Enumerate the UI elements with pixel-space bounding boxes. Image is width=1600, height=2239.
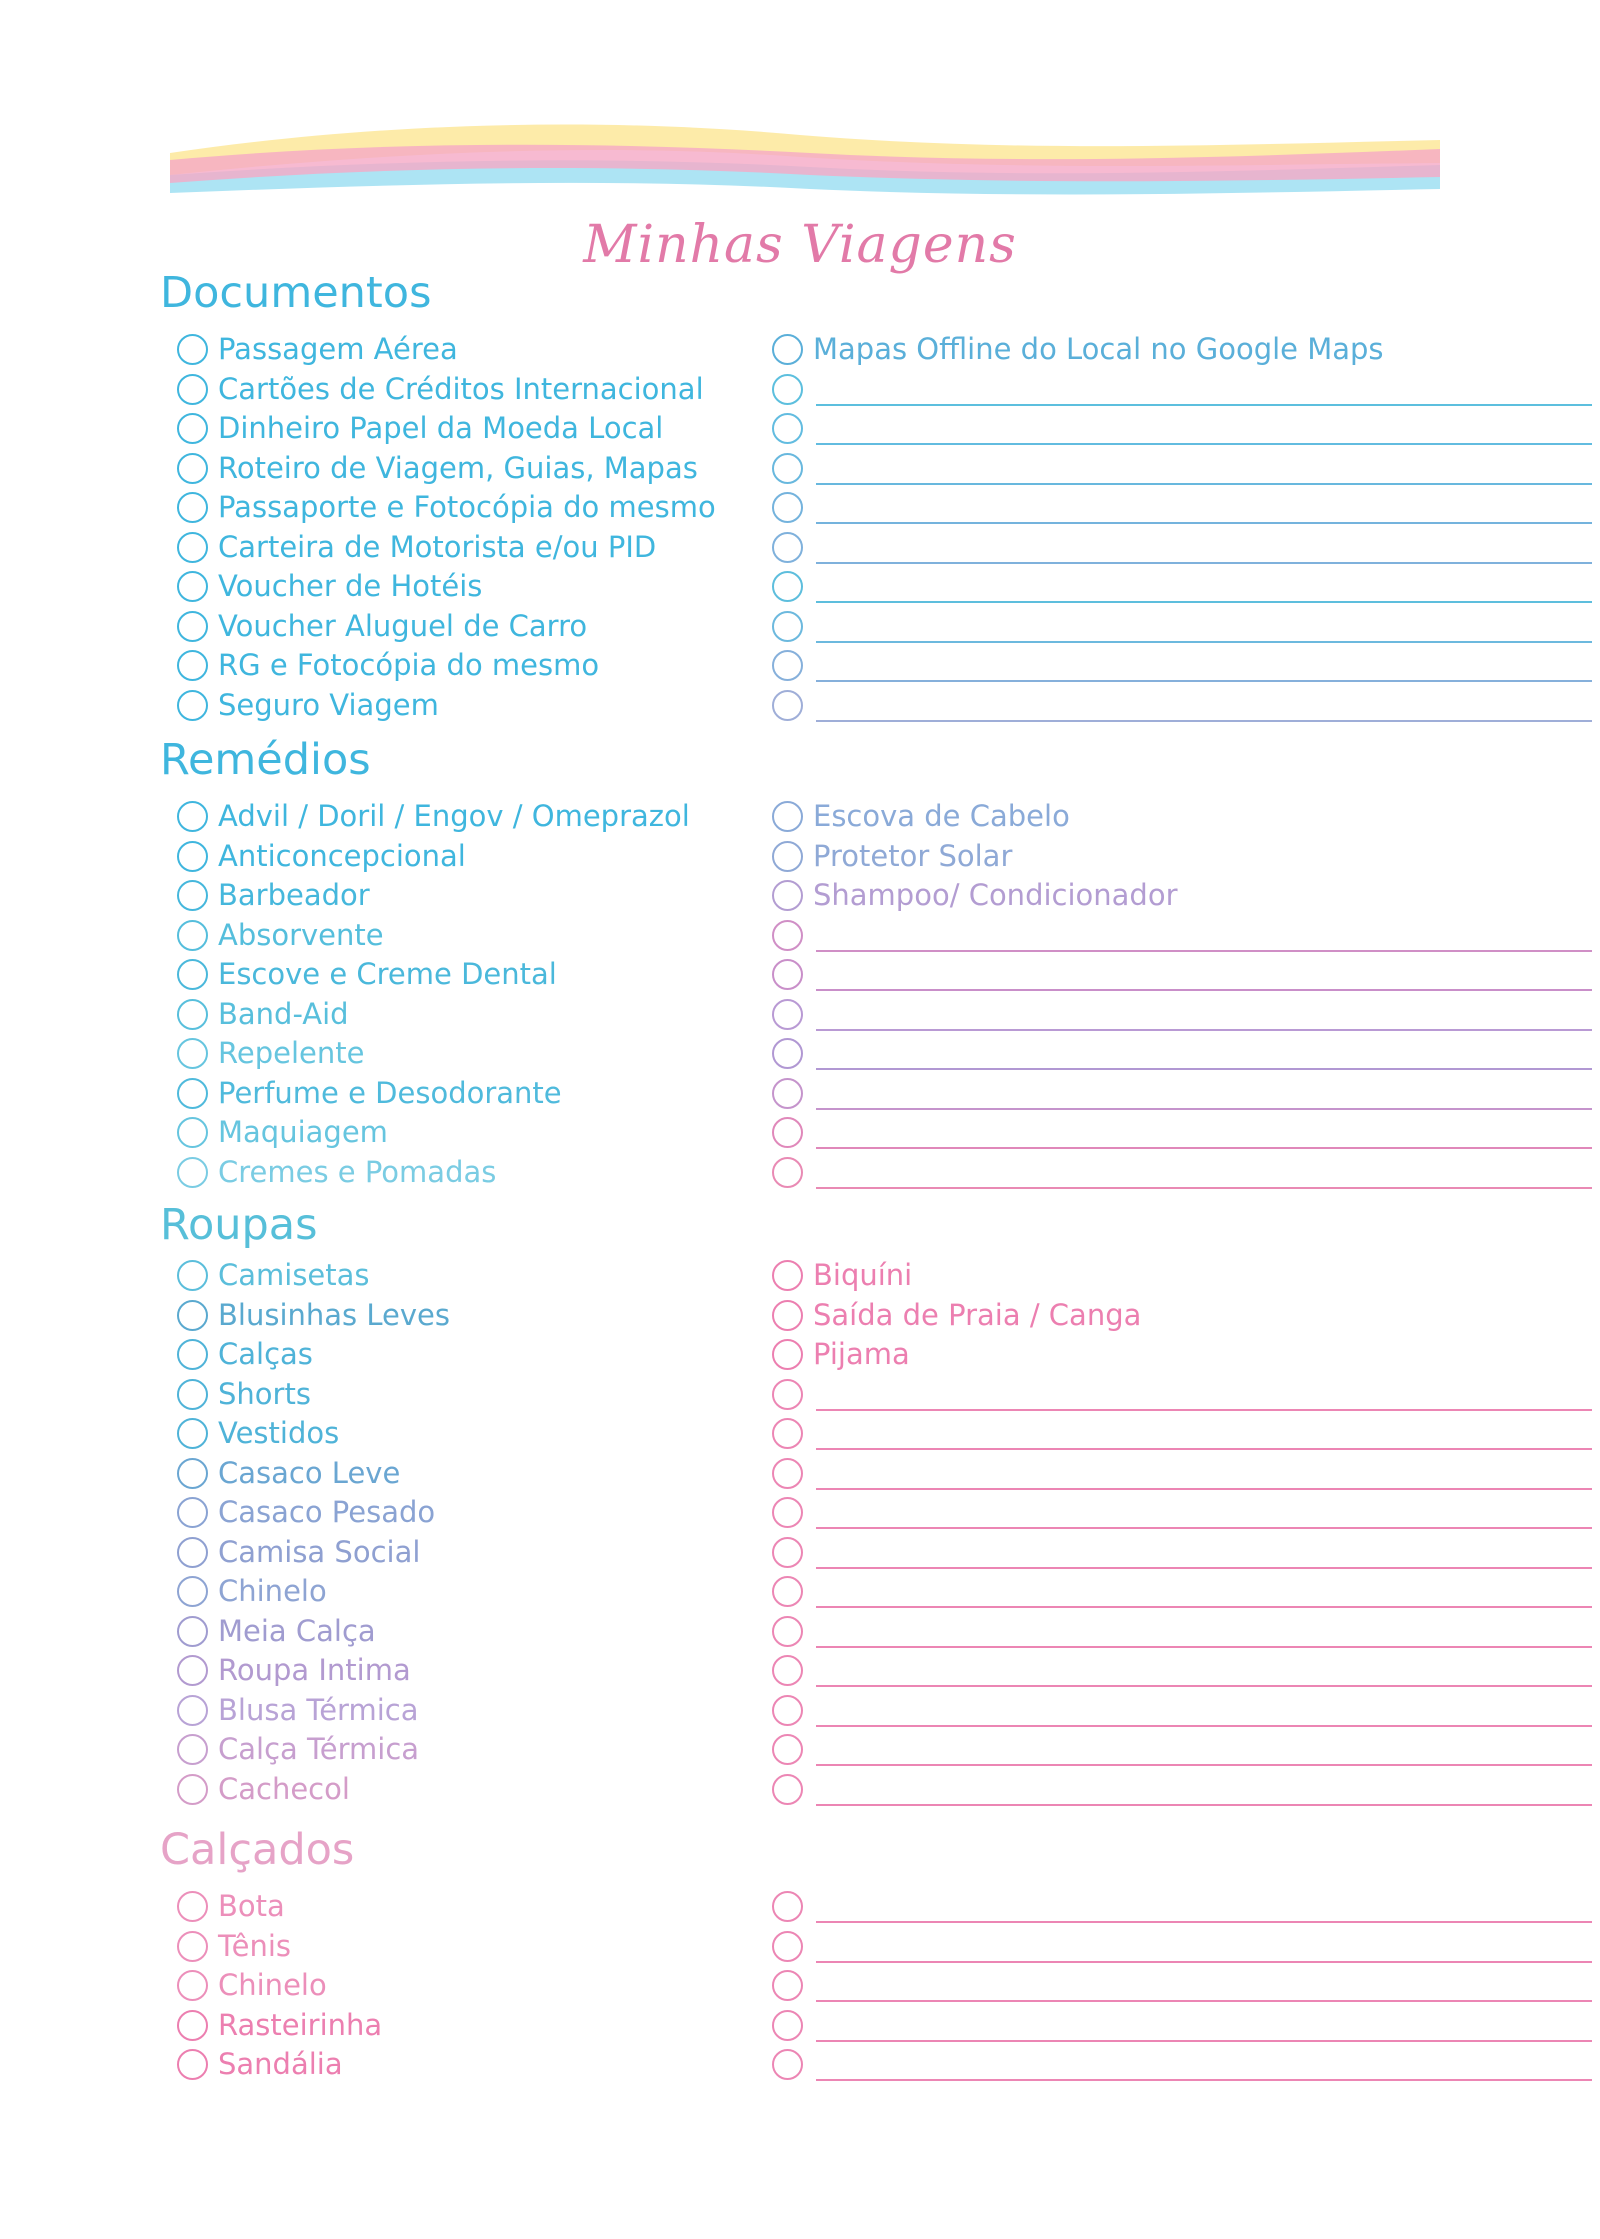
checkbox-circle[interactable] bbox=[772, 1418, 803, 1449]
checkbox-circle[interactable] bbox=[772, 1038, 803, 1069]
checkbox-circle[interactable] bbox=[177, 492, 208, 523]
blank-write-line[interactable] bbox=[816, 1409, 1592, 1411]
checkbox-circle[interactable] bbox=[177, 1774, 208, 1805]
checkbox-circle[interactable] bbox=[177, 1157, 208, 1188]
checklist-item-label: Escova de Cabelo bbox=[813, 799, 1070, 833]
checklist-item bbox=[772, 1454, 1592, 1494]
checklist-item bbox=[177, 1335, 752, 1375]
checklist-item bbox=[772, 1034, 1592, 1074]
checklist-left-column bbox=[177, 1887, 752, 2085]
blank-write-line[interactable] bbox=[816, 1725, 1592, 1727]
blank-write-line[interactable] bbox=[816, 1108, 1592, 1110]
checklist-item bbox=[772, 1651, 1592, 1691]
checklist-right-column bbox=[772, 797, 1592, 1192]
checklist-item-label: Tênis bbox=[218, 1928, 292, 1963]
blank-write-line[interactable] bbox=[816, 443, 1592, 445]
checklist-item bbox=[772, 528, 1592, 568]
checklist-item-label: Band-Aid bbox=[218, 996, 349, 1031]
checklist-left-column bbox=[177, 1256, 752, 1809]
checklist-item bbox=[772, 797, 1592, 837]
checklist-item-label: Chinelo bbox=[218, 1574, 327, 1608]
blank-write-line[interactable] bbox=[816, 1448, 1592, 1450]
blank-write-line[interactable] bbox=[816, 1685, 1592, 1687]
checkbox-circle[interactable] bbox=[772, 1734, 803, 1765]
checklist-item bbox=[177, 2045, 752, 2085]
checklist-item bbox=[177, 1770, 752, 1810]
checkbox-circle[interactable] bbox=[177, 2010, 208, 2041]
checkbox-circle[interactable] bbox=[772, 920, 803, 951]
checklist-item bbox=[177, 1493, 752, 1533]
blank-write-line[interactable] bbox=[816, 404, 1592, 406]
checklist-columns bbox=[160, 797, 1440, 1192]
checklist-item bbox=[772, 686, 1592, 726]
checkbox-circle[interactable] bbox=[772, 453, 803, 484]
blank-write-line[interactable] bbox=[816, 1646, 1592, 1648]
checkbox-circle[interactable] bbox=[177, 1655, 208, 1686]
checklist-item bbox=[177, 488, 752, 528]
checkbox-circle[interactable] bbox=[772, 1576, 803, 1607]
checklist-item bbox=[772, 1414, 1592, 1454]
checklist-columns bbox=[160, 1887, 1440, 2085]
checklist-item-label: RG e Fotocópia do mesmo bbox=[218, 648, 600, 682]
checklist-item-label: Escove e Creme Dental bbox=[218, 957, 557, 991]
checkbox-circle[interactable] bbox=[772, 1695, 803, 1726]
checklist-item bbox=[772, 607, 1592, 647]
checklist-item bbox=[177, 1730, 752, 1770]
checklist-item bbox=[177, 955, 752, 995]
blank-write-line[interactable] bbox=[816, 989, 1592, 991]
checklist-item-label: Biquíni bbox=[813, 1258, 913, 1292]
checklist-item-label: Maquiagem bbox=[218, 1115, 388, 1149]
checklist-item bbox=[177, 1113, 752, 1153]
checklist-item bbox=[772, 916, 1592, 956]
checkbox-circle[interactable] bbox=[177, 999, 208, 1030]
checklist-item-label: Absorvente bbox=[218, 917, 384, 952]
checkbox-circle[interactable] bbox=[772, 2049, 803, 2080]
checklist-right-column bbox=[772, 1887, 1592, 2085]
checkbox-circle[interactable] bbox=[772, 1117, 803, 1148]
checklist-item bbox=[177, 1256, 752, 1296]
checklist-item bbox=[177, 797, 752, 837]
checklist-item bbox=[772, 955, 1592, 995]
checklist-item bbox=[772, 1256, 1592, 1296]
checkbox-circle[interactable] bbox=[772, 492, 803, 523]
checklist-item bbox=[772, 1730, 1592, 1770]
checklist-item bbox=[772, 646, 1592, 686]
checklist-item bbox=[177, 1887, 752, 1927]
checkbox-circle[interactable] bbox=[177, 650, 208, 681]
checklist-item bbox=[177, 1651, 752, 1691]
checklist-item bbox=[772, 1572, 1592, 1612]
checkbox-circle[interactable] bbox=[177, 959, 208, 990]
checkbox-circle[interactable] bbox=[177, 1339, 208, 1370]
checkbox-circle[interactable] bbox=[177, 801, 208, 832]
checklist-item bbox=[772, 1113, 1592, 1153]
checklist-item-label: Saída de Praia / Canga bbox=[813, 1297, 1142, 1332]
checklist-item-label: Meia Calça bbox=[218, 1613, 376, 1648]
blank-write-line[interactable] bbox=[816, 1567, 1592, 1569]
checklist-item bbox=[177, 409, 752, 449]
checkbox-circle[interactable] bbox=[177, 690, 208, 721]
checklist-item bbox=[772, 1966, 1592, 2006]
blank-write-line[interactable] bbox=[816, 1147, 1592, 1149]
checklist-item bbox=[177, 330, 752, 370]
checklist-columns bbox=[160, 1256, 1440, 1809]
checkbox-circle[interactable] bbox=[772, 532, 803, 563]
checkbox-circle[interactable] bbox=[177, 1497, 208, 1528]
checklist-item bbox=[772, 409, 1592, 449]
checklist-item bbox=[177, 1034, 752, 1074]
checklist-item-label: Cartões de Créditos Internacional bbox=[218, 371, 704, 406]
checkbox-circle[interactable] bbox=[772, 1497, 803, 1528]
checklist-item bbox=[177, 995, 752, 1035]
checklist-item-label: Cremes e Pomadas bbox=[218, 1154, 497, 1189]
checkbox-circle[interactable] bbox=[177, 841, 208, 872]
checkbox-circle[interactable] bbox=[772, 374, 803, 405]
checkbox-circle[interactable] bbox=[177, 880, 208, 911]
checkbox-circle[interactable] bbox=[177, 920, 208, 951]
checkbox-circle[interactable] bbox=[772, 690, 803, 721]
section-documentos bbox=[160, 268, 1440, 725]
checklist-item-label: Passaporte e Fotocópia do mesmo bbox=[218, 490, 716, 524]
checkbox-circle[interactable] bbox=[177, 1970, 208, 2001]
checklist-right-column bbox=[772, 330, 1592, 725]
checklist-item bbox=[772, 1153, 1592, 1193]
checklist-item-label: Cachecol bbox=[218, 1771, 350, 1806]
checklist-item-label: Casaco Pesado bbox=[218, 1495, 436, 1529]
checklist-item-label: Carteira de Motorista e/ou PID bbox=[218, 529, 657, 564]
checklist-item bbox=[177, 528, 752, 568]
checkbox-circle[interactable] bbox=[177, 1078, 208, 1109]
checklist-item-label: Voucher de Hotéis bbox=[218, 569, 483, 603]
checklist-item-label: Casaco Leve bbox=[218, 1455, 401, 1490]
checklist-item-label: Roupa Intima bbox=[218, 1653, 411, 1687]
checklist-item bbox=[772, 2006, 1592, 2046]
checklist-item-label: Passagem Aérea bbox=[218, 332, 458, 366]
checkbox-circle[interactable] bbox=[177, 1931, 208, 1962]
checkbox-circle[interactable] bbox=[177, 1458, 208, 1489]
blank-write-line[interactable] bbox=[816, 483, 1592, 485]
blank-write-line[interactable] bbox=[816, 680, 1592, 682]
checkbox-circle[interactable] bbox=[772, 841, 803, 872]
checklist-item-label: Blusinhas Leves bbox=[218, 1297, 450, 1332]
checkbox-circle[interactable] bbox=[177, 532, 208, 563]
checklist-item-label: Sandália bbox=[218, 2047, 343, 2081]
blank-write-line[interactable] bbox=[816, 641, 1592, 643]
checklist-item bbox=[177, 1966, 752, 2006]
checklist-item bbox=[177, 686, 752, 726]
checklist-item bbox=[177, 1074, 752, 1114]
checklist-item bbox=[177, 2006, 752, 2046]
checklist-item-label: Pijama bbox=[813, 1337, 910, 1371]
checklist-item bbox=[772, 1074, 1592, 1114]
checkbox-circle[interactable] bbox=[772, 1157, 803, 1188]
blank-write-line[interactable] bbox=[816, 1764, 1592, 1766]
checklist-item bbox=[177, 1612, 752, 1652]
checkbox-circle[interactable] bbox=[177, 1260, 208, 1291]
checklist-item bbox=[177, 449, 752, 489]
checkbox-circle[interactable] bbox=[772, 334, 803, 365]
checklist-item bbox=[772, 370, 1592, 410]
section-title: Remédios bbox=[160, 735, 371, 785]
checklist-item bbox=[177, 1927, 752, 1967]
checkbox-circle[interactable] bbox=[177, 571, 208, 602]
checklist-right-column bbox=[772, 1256, 1592, 1809]
checkbox-circle[interactable] bbox=[177, 1576, 208, 1607]
checklist-item bbox=[177, 876, 752, 916]
checklist-item bbox=[177, 370, 752, 410]
checkbox-circle[interactable] bbox=[177, 1117, 208, 1148]
blank-write-line[interactable] bbox=[816, 2079, 1592, 2081]
blank-write-line[interactable] bbox=[816, 720, 1592, 722]
checklist-item bbox=[177, 1414, 752, 1454]
checkbox-circle[interactable] bbox=[177, 1734, 208, 1765]
checkbox-circle[interactable] bbox=[772, 1616, 803, 1647]
checklist-item bbox=[772, 567, 1592, 607]
checklist-item bbox=[772, 449, 1592, 489]
checklist-item bbox=[177, 1572, 752, 1612]
blank-write-line[interactable] bbox=[816, 2040, 1592, 2042]
checkbox-circle[interactable] bbox=[177, 1418, 208, 1449]
blank-write-line[interactable] bbox=[816, 1488, 1592, 1490]
checklist-item-label: Calça Térmica bbox=[218, 1732, 420, 1766]
checkbox-circle[interactable] bbox=[772, 413, 803, 444]
checkbox-circle[interactable] bbox=[177, 1379, 208, 1410]
checklist-item bbox=[177, 1153, 752, 1193]
checkbox-circle[interactable] bbox=[772, 801, 803, 832]
checkbox-circle[interactable] bbox=[772, 959, 803, 990]
checkbox-circle[interactable] bbox=[177, 374, 208, 405]
checklist-left-column bbox=[177, 330, 752, 725]
section-title: Roupas bbox=[160, 1200, 318, 1250]
checkbox-circle[interactable] bbox=[177, 1038, 208, 1069]
checklist-item bbox=[177, 646, 752, 686]
checklist-item-label: Shampoo/ Condicionador bbox=[813, 878, 1178, 912]
checkbox-circle[interactable] bbox=[177, 1695, 208, 1726]
checklist-item bbox=[772, 2045, 1592, 2085]
checkbox-circle[interactable] bbox=[772, 1078, 803, 1109]
checkbox-circle[interactable] bbox=[177, 1537, 208, 1568]
checklist-item bbox=[772, 1927, 1592, 1967]
blank-write-line[interactable] bbox=[816, 1527, 1592, 1529]
checkbox-circle[interactable] bbox=[177, 1891, 208, 1922]
checklist-item bbox=[772, 330, 1592, 370]
checkbox-circle[interactable] bbox=[177, 453, 208, 484]
checklist-item bbox=[772, 995, 1592, 1035]
checkbox-circle[interactable] bbox=[772, 1931, 803, 1962]
checkbox-circle[interactable] bbox=[772, 650, 803, 681]
checklist-item-label: Voucher Aluguel de Carro bbox=[218, 608, 588, 643]
checklist-item-label: Roteiro de Viagem, Guias, Mapas bbox=[218, 450, 698, 485]
checkbox-circle[interactable] bbox=[177, 413, 208, 444]
checklist-item bbox=[177, 916, 752, 956]
checklist-item bbox=[177, 607, 752, 647]
checkbox-circle[interactable] bbox=[772, 1970, 803, 2001]
section-title: Documentos bbox=[160, 268, 432, 318]
blank-write-line[interactable] bbox=[816, 2000, 1592, 2002]
checklist-item-label: Bota bbox=[218, 1889, 285, 1923]
checkbox-circle[interactable] bbox=[177, 2049, 208, 2080]
checkbox-circle[interactable] bbox=[772, 1537, 803, 1568]
checklist-item bbox=[177, 1375, 752, 1415]
checkbox-circle[interactable] bbox=[772, 571, 803, 602]
checklist-item bbox=[177, 1296, 752, 1336]
checklist-item-label: Advil / Doril / Engov / Omeprazol bbox=[218, 799, 690, 833]
page-title: Minhas Viagens bbox=[583, 215, 1017, 275]
checklist-item bbox=[772, 1493, 1592, 1533]
checklist-left-column bbox=[177, 797, 752, 1192]
checklist-item bbox=[772, 837, 1592, 877]
checkbox-circle[interactable] bbox=[772, 1339, 803, 1370]
checkbox-circle[interactable] bbox=[772, 1655, 803, 1686]
checklist-item-label: Seguro Viagem bbox=[218, 687, 439, 722]
blank-write-line[interactable] bbox=[816, 1068, 1592, 1070]
checkbox-circle[interactable] bbox=[177, 611, 208, 642]
checkbox-circle[interactable] bbox=[772, 1379, 803, 1410]
section-roupas bbox=[160, 1200, 1440, 1809]
checkbox-circle[interactable] bbox=[177, 1616, 208, 1647]
checklist-item-label: Dinheiro Papel da Moeda Local bbox=[218, 411, 664, 445]
checklist-item-label: Vestidos bbox=[218, 1416, 340, 1450]
checkbox-circle[interactable] bbox=[772, 1774, 803, 1805]
checklist-item-label: Shorts bbox=[218, 1376, 311, 1411]
checkbox-circle[interactable] bbox=[772, 1300, 803, 1331]
checklist-item-label: Protetor Solar bbox=[813, 838, 1013, 873]
checklist-item bbox=[772, 876, 1592, 916]
checklist-item bbox=[772, 1375, 1592, 1415]
checklist-item bbox=[772, 1770, 1592, 1810]
checkbox-circle[interactable] bbox=[772, 2010, 803, 2041]
checklist-item bbox=[772, 1335, 1592, 1375]
checklist-item-label: Camisetas bbox=[218, 1258, 370, 1292]
blank-write-line[interactable] bbox=[816, 562, 1592, 564]
checklist-item-label: Barbeador bbox=[218, 878, 370, 912]
checklist-item bbox=[177, 567, 752, 607]
section-calcados bbox=[160, 1825, 1440, 2085]
checkbox-circle[interactable] bbox=[772, 611, 803, 642]
checklist-item bbox=[177, 1533, 752, 1573]
checkbox-circle[interactable] bbox=[772, 1458, 803, 1489]
checklist-item bbox=[772, 1533, 1592, 1573]
blank-write-line[interactable] bbox=[816, 950, 1592, 952]
watercolor-banner bbox=[160, 105, 1450, 200]
blank-write-line[interactable] bbox=[816, 522, 1592, 524]
blank-write-line[interactable] bbox=[816, 1961, 1592, 1963]
checklist-item-label: Rasteirinha bbox=[218, 2007, 383, 2042]
checklist-item bbox=[772, 1887, 1592, 1927]
checkbox-circle[interactable] bbox=[772, 1891, 803, 1922]
checklist-item-label: Camisa Social bbox=[218, 1534, 421, 1569]
blank-write-line[interactable] bbox=[816, 1804, 1592, 1806]
checklist-item-label: Repelente bbox=[218, 1036, 365, 1070]
checklist-item bbox=[177, 1454, 752, 1494]
checklist-item bbox=[772, 1612, 1592, 1652]
checkbox-circle[interactable] bbox=[772, 880, 803, 911]
checklist-item-label: Mapas Offline do Local no Google Maps bbox=[813, 332, 1384, 366]
blank-write-line[interactable] bbox=[816, 1606, 1592, 1608]
checklist-item-label: Blusa Térmica bbox=[218, 1692, 419, 1727]
checklist-item bbox=[177, 1691, 752, 1731]
checklist-item bbox=[772, 1296, 1592, 1336]
checklist-item bbox=[177, 837, 752, 877]
section-title: Calçados bbox=[160, 1825, 355, 1875]
checklist-item bbox=[772, 1691, 1592, 1731]
blank-write-line[interactable] bbox=[816, 1187, 1592, 1189]
checkbox-circle[interactable] bbox=[177, 334, 208, 365]
blank-write-line[interactable] bbox=[816, 1921, 1592, 1923]
checklist-item-label: Calças bbox=[218, 1337, 313, 1371]
blank-write-line[interactable] bbox=[816, 601, 1592, 603]
checklist-item-label: Chinelo bbox=[218, 1968, 327, 2002]
blank-write-line[interactable] bbox=[816, 1029, 1592, 1031]
checklist-item-label: Perfume e Desodorante bbox=[218, 1075, 562, 1110]
checklist-item-label: Anticoncepcional bbox=[218, 838, 466, 873]
checklist-columns bbox=[160, 330, 1440, 725]
checklist-item bbox=[772, 488, 1592, 528]
section-remedios bbox=[160, 735, 1440, 1192]
checkbox-circle[interactable] bbox=[772, 999, 803, 1030]
checkbox-circle[interactable] bbox=[772, 1260, 803, 1291]
checkbox-circle[interactable] bbox=[177, 1300, 208, 1331]
